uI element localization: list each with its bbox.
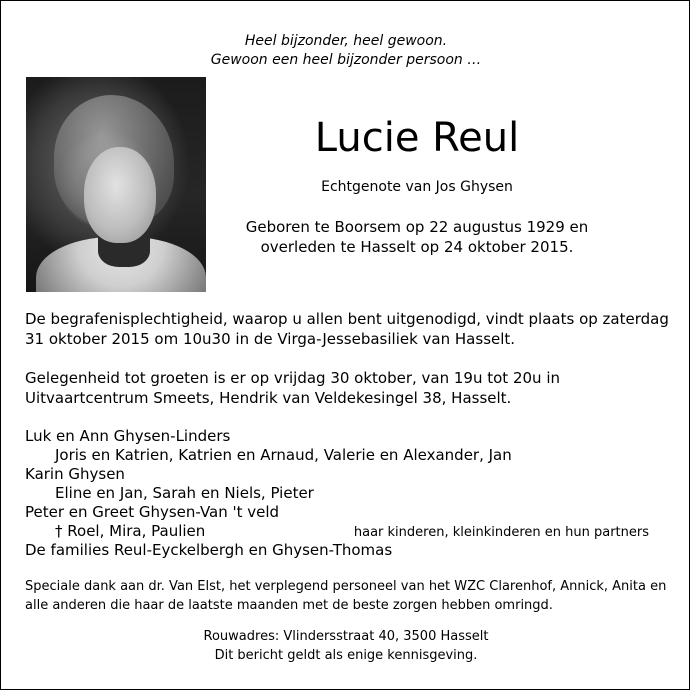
- mourning-address: Rouwadres: Vlindersstraat 40, 3500 Hasselt: [203, 629, 489, 644]
- thanks-line-1: Speciale dank aan dr. Van Elst, het verplegend personeel van het WZC Clarenhof, Annick, Anita en: [25, 579, 667, 594]
- family-line-1-children: Joris en Katrien, Katrien en Arnaud, Valerie en Alexander, Jan: [55, 446, 512, 464]
- born-line: Geboren te Boorsem op 22 augustus 1929 en: [245, 218, 589, 236]
- funeral-line-1: De begrafenisplechtigheid, waarop u allen bent uitgenodigd, vindt plaats op zaterdag: [25, 310, 669, 328]
- notice-line: Dit bericht geldt als enige kennisgeving.: [214, 648, 478, 663]
- partners-note: haar kinderen, kleinkinderen en hun partners: [353, 525, 649, 540]
- family-line-4: De families Reul-Eyckelbergh en Ghysen-Thomas: [25, 541, 393, 559]
- family-line-3-children: † Roel, Mira, Paulien: [55, 522, 206, 540]
- spouse-line: Echtgenote van Jos Ghysen: [321, 179, 513, 195]
- family-line-3: Peter en Greet Ghysen-Van 't veld: [25, 503, 280, 521]
- photo-face: [84, 147, 156, 243]
- thanks-line-2: alle anderen die haar de laatste maanden met de beste zorgen hebben omringd.: [25, 598, 553, 613]
- portrait-photo: [26, 77, 206, 292]
- died-line: overleden te Hasselt op 24 oktober 2015.: [260, 238, 574, 256]
- family-line-2-children: Eline en Jan, Sarah en Niels, Pieter: [55, 484, 314, 502]
- funeral-line-2: 31 oktober 2015 om 10u30 in de Virga-Jessebasiliek van Hasselt.: [25, 330, 516, 348]
- motto-line-2: Gewoon een heel bijzonder persoon …: [210, 52, 482, 68]
- deceased-name: Lucie Reul: [314, 115, 520, 161]
- visitation-line-1: Gelegenheid tot groeten is er op vrijdag 30 oktober, van 19u tot 20u in: [25, 369, 560, 387]
- family-line-2: Karin Ghysen: [25, 465, 125, 483]
- visitation-line-2: Uitvaartcentrum Smeets, Hendrik van Veldekesingel 38, Hasselt.: [25, 389, 512, 407]
- family-line-1: Luk en Ann Ghysen-Linders: [25, 427, 231, 445]
- motto-line-1: Heel bijzonder, heel gewoon.: [244, 33, 448, 49]
